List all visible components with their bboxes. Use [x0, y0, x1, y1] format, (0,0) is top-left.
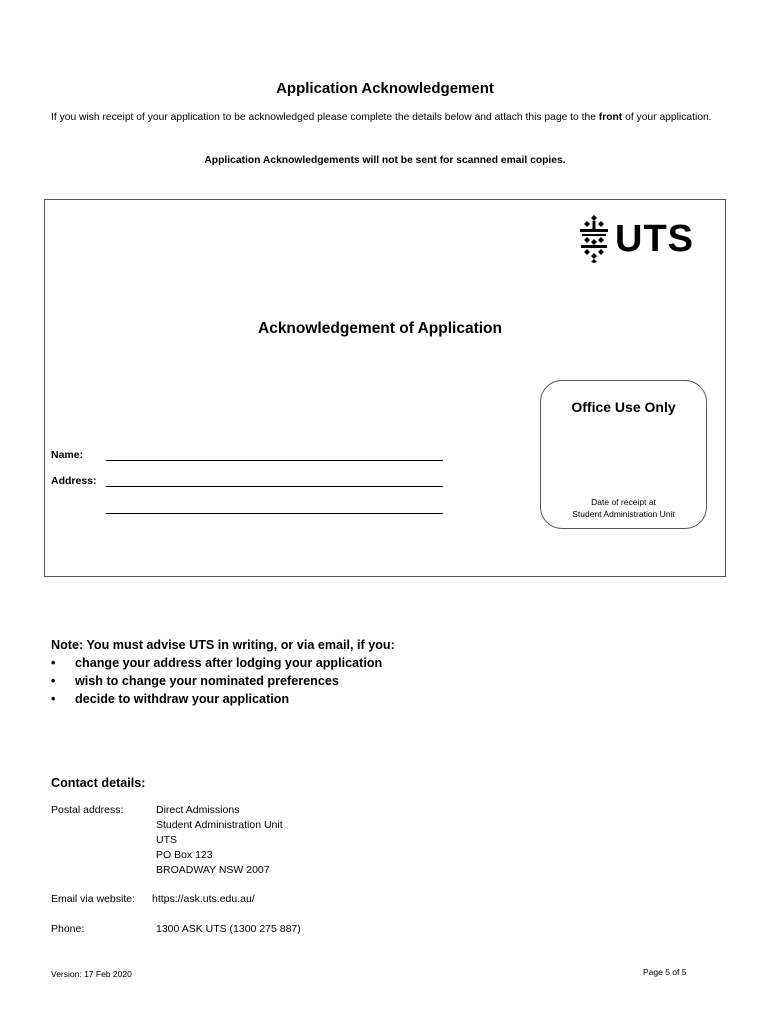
office-caption-line-1: Date of receipt at	[591, 497, 656, 507]
postal-address-line: UTS	[156, 834, 177, 846]
bullet-icon: •	[51, 656, 56, 670]
intro-text-bold: front	[598, 112, 623, 123]
intro-text-before: If you wish receipt of your application to be acknowledged please complete the details below and attach this page to the	[51, 112, 599, 123]
list-item	[51, 672, 395, 690]
phone-value: 1300 ASK UTS (1300 275 887)	[156, 923, 301, 935]
uts-logo-text: UTS	[615, 218, 694, 260]
office-caption-line-2: Student Administration Unit	[572, 509, 675, 519]
bullet-icon: •	[51, 674, 56, 688]
list-item	[51, 654, 395, 672]
footer-page-number: Page 5 of 5	[643, 967, 687, 977]
office-use-caption	[541, 496, 706, 520]
address-label: Address:	[51, 475, 97, 487]
office-use-box	[540, 380, 707, 529]
postal-address-label: Postal address:	[51, 804, 124, 816]
bullet-icon: •	[51, 692, 56, 706]
uts-crest-icon	[578, 215, 610, 263]
contact-heading: Contact details:	[51, 776, 146, 790]
intro-text-after: of your application.	[622, 112, 712, 123]
address-field-line-1[interactable]	[106, 486, 443, 487]
acknowledgement-title: Acknowledgement of Application	[258, 320, 502, 337]
email-link[interactable]: https://ask.uts.edu.au/	[152, 893, 255, 905]
name-label: Name:	[51, 449, 84, 461]
list-item	[51, 690, 395, 708]
postal-address-line: Direct Admissions	[156, 804, 240, 816]
postal-address-line: Student Administration Unit	[156, 819, 283, 831]
name-field[interactable]	[106, 460, 443, 461]
postal-address-block	[156, 803, 283, 878]
postal-address-line: BROADWAY NSW 2007	[156, 864, 270, 876]
scanned-copies-notice: Application Acknowledgements will not be sent for scanned email copies.	[204, 155, 566, 166]
note-section	[51, 636, 395, 708]
note-heading: Note: You must advise UTS in writing, or via email, if you:	[51, 638, 395, 652]
note-item-text: change your address after lodging your application	[75, 656, 383, 670]
address-field-line-2[interactable]	[106, 513, 443, 514]
office-use-title: Office Use Only	[571, 399, 676, 415]
page-title: Application Acknowledgement	[276, 80, 494, 97]
note-item-text: decide to withdraw your application	[75, 692, 290, 706]
footer-version: Version: 17 Feb 2020	[51, 969, 132, 979]
note-list	[51, 654, 395, 708]
phone-label: Phone:	[51, 923, 85, 935]
email-label: Email via website:	[51, 893, 136, 905]
uts-logo	[578, 215, 698, 263]
intro-text	[51, 110, 741, 125]
postal-address-line: PO Box 123	[156, 849, 213, 861]
note-item-text: wish to change your nominated preferences	[75, 674, 339, 688]
